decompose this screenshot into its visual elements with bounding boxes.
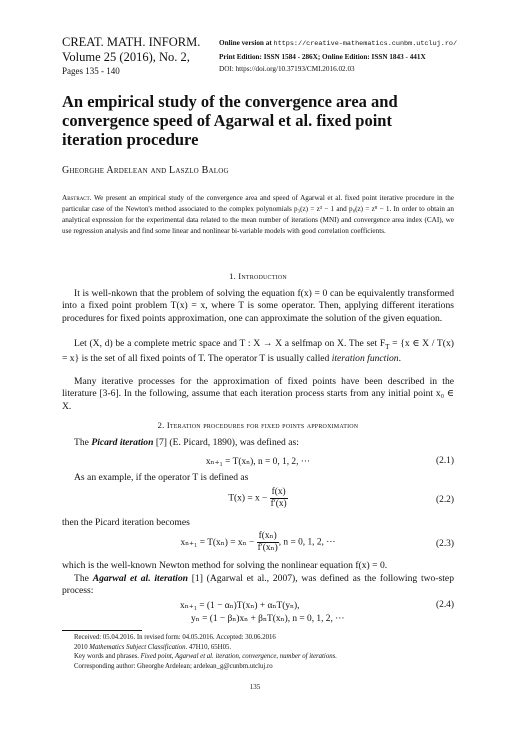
operator-intro: As an example, if the operator T is defined as — [74, 472, 249, 483]
equation-2-4-line-2: yₙ = (1 − βₙ)xₙ + βₙT(xₙ), n = 0, 1, 2, ··· — [191, 614, 345, 624]
intro-paragraph-1: It is well-nkown that the problem of solving the equation f(x) = 0 can be equivalently transformed into a fixed point problem T(x) = x, where T is some operator. Then, applying different iterations procedures for fixed points approximation, one can approximate the solution of the given equation. — [62, 288, 454, 324]
paper-authors: Gheorghe Ardelean and Laszlo Balog — [62, 165, 229, 176]
equation-2-2 — [62, 487, 454, 513]
equation-2-1-body: xₙ₊₁ = T(xₙ), n = 0, 1, 2, ··· — [205, 457, 311, 467]
equation-2-2-body: T(x) = x − $\frac{f(x)}{f'(x)}$ — [228, 487, 287, 509]
online-prefix: Online version at — [219, 39, 274, 47]
footnotes — [62, 633, 454, 671]
equation-2-2-number: (2.2) — [436, 495, 454, 505]
equation-2-1-number: (2.1) — [436, 456, 454, 466]
page-number: 135 — [249, 683, 261, 691]
footnote-keywords: Key words and phrases. Fixed point, Agarwal et al. iteration, convergence, number of iterations. — [74, 653, 337, 661]
journal-name: CREAT. MATH. INFORM. — [62, 35, 201, 49]
journal-header — [62, 35, 232, 78]
section-1-heading: 1. Introduction — [229, 271, 287, 281]
abstract-label: Abstract. — [62, 194, 92, 202]
footnote-rule — [62, 630, 142, 631]
equation-2-4-number: (2.4) — [436, 600, 454, 610]
online-version — [219, 37, 509, 51]
footnote-corresponding-author: Corresponding author: Gheorghe Ardelean; ardelean_g@cunbm.utcluj.ro — [74, 662, 273, 670]
intro-paragraph-2: Let (X, d) be a complete metric space and T : X → X a selfmap on X. The set $F_T = \{x$ ∈ X / T(x) = x} is the set of all fixed points of T. The operator T is usually called iteration function. — [62, 338, 454, 365]
picard-becomes: then the Picard iteration becomes — [62, 517, 190, 528]
picard-intro: The Picard iteration [7] (E. Picard, 1890), was defined as: — [74, 437, 299, 448]
agarwal-intro: The Agarwal et al. iteration [1] (Agarwal et al., 2007), was defined as the following two-step process: — [62, 573, 454, 597]
equation-2-3-body: xₙ₊₁ = T(xₙ) = xₙ − $\frac{\text{f(xₙ)}}{\text{f′(xₙ)}}$ , n = 0, 1, 2, ··· — [180, 531, 336, 553]
publication-info — [219, 37, 509, 76]
abstract-text: We present an empirical study of the convergence area and speed of Agarwal et al. fixed point iterative procedure in the particular case of the Newton's method associated to the complex polynomials p₃(z) = z³ − 1 and p₈(z) = z⁸ − 1. In order to obtain an analytical expression for the experimental data related to the mean number of iterations (MNI) and convergence area index (CAI), we use regression analysis and find some linear and nonlinear bi-variable models with good correlation coefficients. — [62, 194, 454, 235]
equation-2-4-line-1: xₙ₊₁ = (1 − αₙ)T(xₙ) + αₙT(yₙ), — [180, 601, 300, 611]
newton-method-note: which is the well-known Newton method for solving the nonlinear equation f(x) = 0. — [62, 560, 388, 571]
intro-paragraph-3: Many iterative processes for the approximation of fixed points have been described in the literature [3-6]. In the following, assume that each iteration process starts from any initial point x₀ ∈ X. — [62, 376, 454, 412]
paper-title: An empirical study of the convergence area and convergence speed of Agarwal et al. fixed point iteration procedure — [62, 92, 398, 149]
footnote-received: Received: 05.04.2016. In revised form: 04.05.2016. Accepted: 30.06.2016 — [74, 634, 276, 641]
journal-pages: Pages 135 - 140 — [62, 66, 120, 76]
equation-2-3 — [62, 531, 454, 557]
section-2-heading: 2. Iteration procedures for fixed points approximation — [157, 420, 359, 430]
equation-2-3-number: (2.3) — [436, 539, 454, 549]
issn-line: Print Edition: ISSN 1584 - 286X; Online Edition: ISSN 1843 - 441X — [219, 52, 426, 61]
footnote-msc: 2010 Mathematics Subject Classification. 47H10, 65H05. — [74, 643, 232, 651]
online-url[interactable]: https://creative-mathematics.cunbm.utcluj.ro/ — [273, 40, 458, 48]
doi-line[interactable]: DOI: https://doi.org/10.37193/CMI.2016.02.03 — [219, 65, 355, 73]
journal-volume: Volume 25 (2016), No. 2, — [62, 50, 190, 64]
abstract — [62, 193, 454, 237]
